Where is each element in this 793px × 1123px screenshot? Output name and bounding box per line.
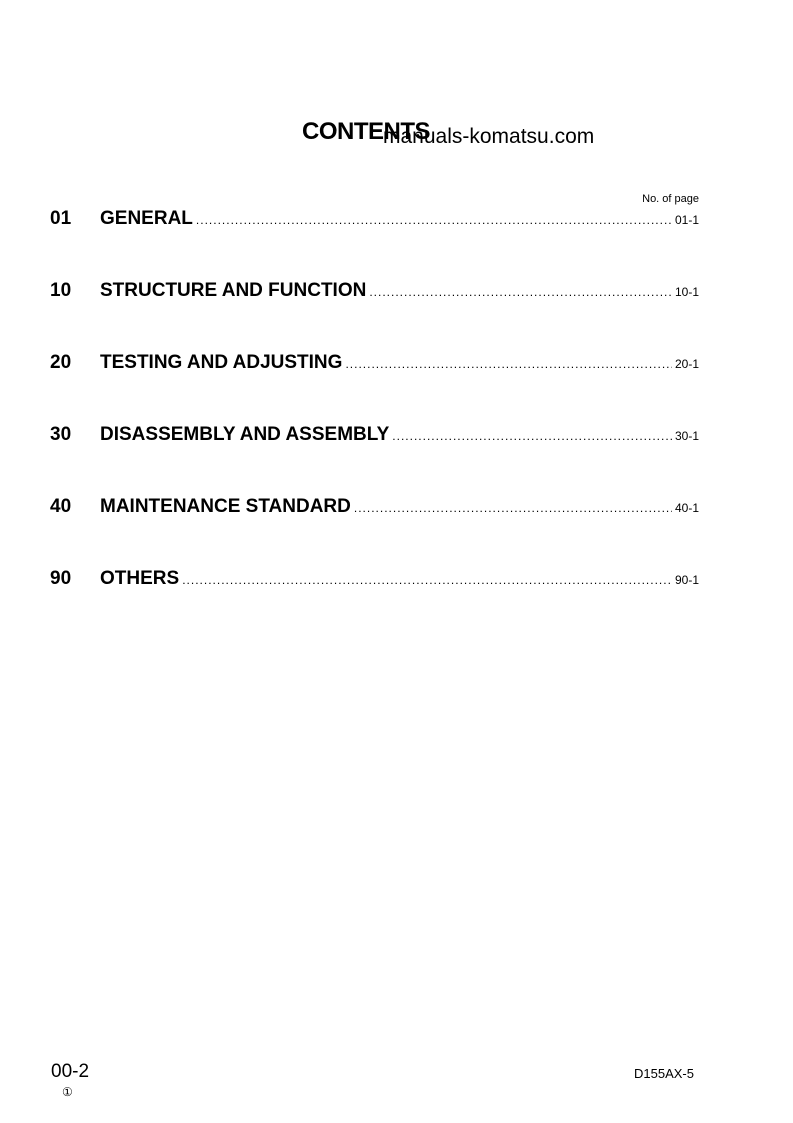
dot-leader bbox=[392, 429, 672, 443]
toc-item-maintenance-standard bbox=[50, 496, 699, 568]
toc-item-page: 01-1 bbox=[674, 213, 699, 227]
footer-page-number: 00-2 bbox=[51, 1061, 90, 1082]
toc-item-page: 10-1 bbox=[674, 285, 699, 299]
toc-item-page: 40-1 bbox=[674, 501, 699, 515]
toc-item-number: 10 bbox=[50, 280, 72, 301]
toc-item-others bbox=[50, 568, 699, 640]
watermark-text: manuals-komatsu.com bbox=[383, 125, 595, 148]
toc-item-page: 20-1 bbox=[674, 357, 699, 371]
footer-revision-mark: ① bbox=[62, 1085, 73, 1099]
footer-model-code: D155AX-5 bbox=[634, 1066, 694, 1081]
page-title: CONTENTS bbox=[302, 118, 430, 145]
toc-item-testing-and-adjusting bbox=[50, 352, 699, 424]
toc-item-label: TESTING AND ADJUSTING bbox=[100, 352, 343, 373]
dot-leader bbox=[196, 213, 672, 227]
toc-item-label: DISASSEMBLY AND ASSEMBLY bbox=[100, 424, 390, 445]
toc-item-general bbox=[50, 208, 699, 280]
table-of-contents bbox=[50, 208, 699, 640]
toc-item-number: 30 bbox=[50, 424, 72, 445]
toc-item-disassembly-and-assembly bbox=[50, 424, 699, 496]
dot-leader bbox=[345, 357, 672, 371]
toc-item-number: 01 bbox=[50, 208, 72, 229]
toc-item-label: MAINTENANCE STANDARD bbox=[100, 496, 351, 517]
toc-item-number: 20 bbox=[50, 352, 72, 373]
toc-item-label: STRUCTURE AND FUNCTION bbox=[100, 280, 367, 301]
page-column-label: No. of page bbox=[642, 193, 699, 205]
toc-item-number: 90 bbox=[50, 568, 72, 589]
toc-item-label: GENERAL bbox=[100, 208, 193, 229]
toc-item-number: 40 bbox=[50, 496, 72, 517]
toc-item-page: 90-1 bbox=[674, 573, 699, 587]
toc-item-page: 30-1 bbox=[674, 429, 699, 443]
dot-leader bbox=[354, 501, 672, 515]
dot-leader bbox=[369, 285, 672, 299]
toc-item-structure-and-function bbox=[50, 280, 699, 352]
toc-item-label: OTHERS bbox=[100, 568, 180, 589]
dot-leader bbox=[182, 573, 672, 587]
